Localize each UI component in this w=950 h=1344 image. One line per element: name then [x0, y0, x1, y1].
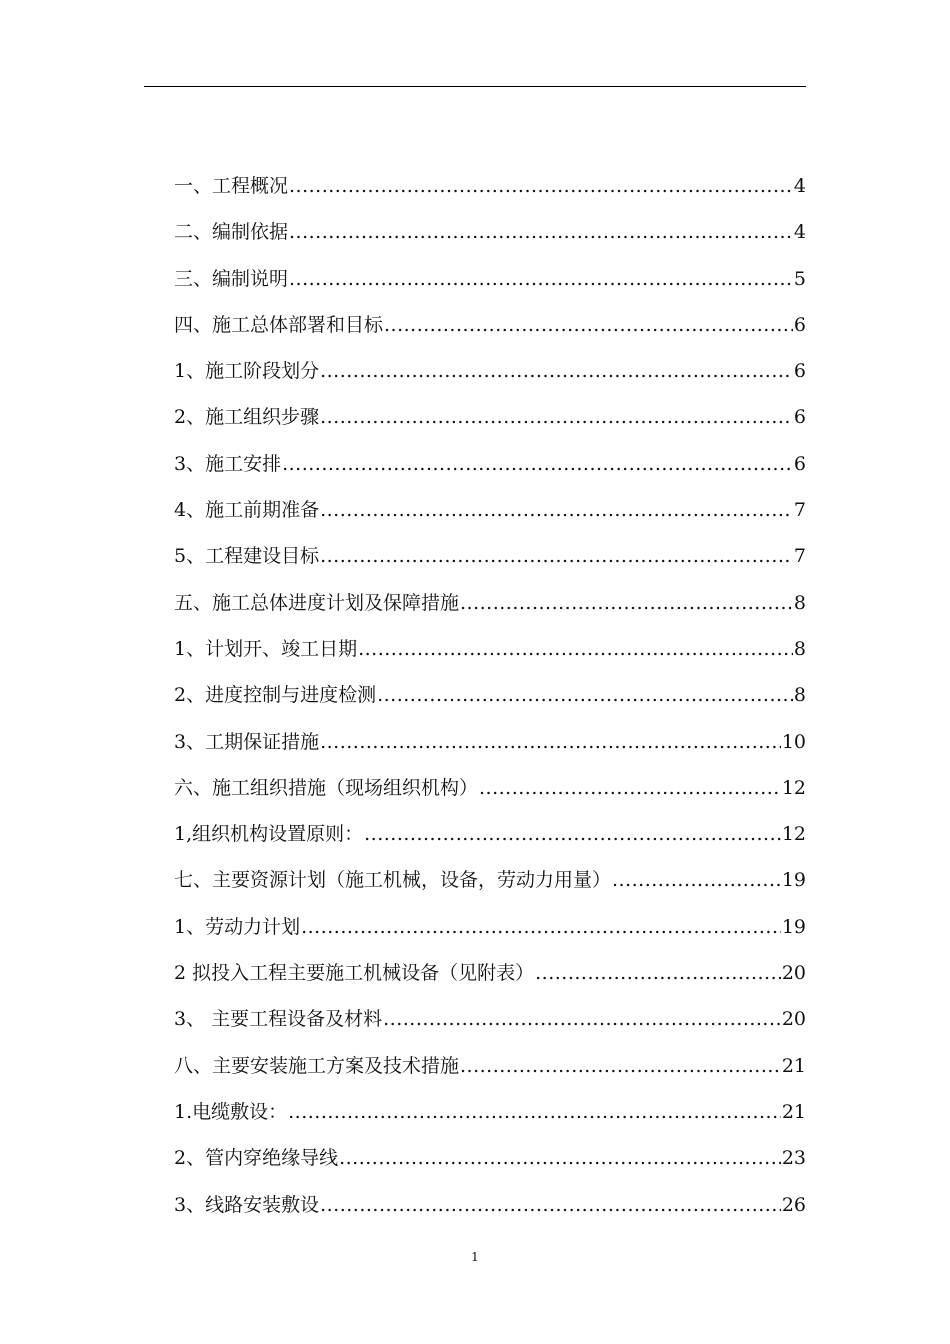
toc-entry-page: 6 [793, 452, 806, 475]
toc-entry-page: 6 [793, 360, 806, 383]
toc-entry-title: 四、施工总体部署和目标 [174, 313, 384, 336]
toc-entry[interactable] [174, 862, 806, 908]
toc-dot-leader [320, 492, 793, 528]
toc-entry[interactable] [174, 1001, 806, 1047]
toc-entry[interactable] [174, 168, 806, 214]
toc-dot-leader [460, 585, 793, 621]
header-rule [144, 86, 806, 87]
toc-dot-leader [364, 816, 781, 852]
toc-entry-title: 5、工程建设目标 [174, 545, 320, 568]
toc-entry[interactable] [174, 585, 806, 631]
toc-entry-title: 2、施工组织步骤 [174, 406, 320, 429]
toc-entry-page: 26 [781, 1193, 806, 1216]
toc-entry-page: 19 [781, 915, 806, 938]
toc-entry-page: 21 [781, 1100, 806, 1123]
toc-entry[interactable] [174, 1140, 806, 1186]
toc-entry-page: 6 [793, 313, 806, 336]
toc-entry[interactable] [174, 1048, 806, 1094]
toc-entry-title: 1、劳动力计划 [174, 915, 301, 938]
toc-entry-page: 7 [793, 499, 806, 522]
toc-dot-leader [535, 955, 781, 991]
toc-entry[interactable] [174, 353, 806, 399]
toc-entry-title: 五、施工总体进度计划及保障措施 [174, 591, 460, 614]
toc-entry-title: 1、施工阶段划分 [174, 360, 320, 383]
toc-entry[interactable] [174, 955, 806, 1001]
toc-dot-leader [288, 1094, 781, 1130]
toc-entry[interactable] [174, 1187, 806, 1233]
toc-entry-title: 八、主要安装施工方案及技术措施 [174, 1054, 460, 1077]
toc-dot-leader [282, 446, 793, 482]
toc-entry-title: 3、 主要工程设备及材料 [174, 1008, 383, 1031]
toc-entry-page: 4 [793, 175, 806, 197]
toc-entry-page: 5 [793, 267, 806, 290]
toc-entry-title: 二、编制依据 [174, 221, 289, 244]
toc-entry[interactable] [174, 538, 806, 584]
toc-entry[interactable] [174, 307, 806, 353]
toc-entry-page: 10 [781, 730, 806, 753]
toc-entry-title: 3、工期保证措施 [174, 730, 320, 753]
toc-dot-leader [460, 1048, 781, 1084]
toc-dot-leader [289, 214, 793, 250]
toc-entry-page: 6 [793, 406, 806, 429]
toc-entry-page: 19 [781, 869, 806, 892]
toc-dot-leader [320, 1187, 781, 1223]
toc-entry-title: 1,组织机构设置原则： [174, 823, 364, 846]
toc-entry[interactable] [174, 677, 806, 723]
toc-entry-title: 六、施工组织措施（现场组织机构） [174, 776, 479, 799]
toc-dot-leader [320, 724, 781, 760]
toc-entry[interactable] [174, 909, 806, 955]
toc-entry[interactable] [174, 1094, 806, 1140]
toc-entry[interactable] [174, 261, 806, 307]
toc-entry-page: 8 [793, 591, 806, 614]
toc-dot-leader [479, 770, 781, 806]
table-of-contents [174, 168, 806, 1233]
toc-entry-title: 七、主要资源计划（施工机械，设备，劳动力用量） [174, 869, 612, 892]
toc-dot-leader [320, 399, 793, 435]
toc-entry-page: 12 [781, 776, 806, 799]
toc-entry-page: 8 [793, 684, 806, 707]
toc-dot-leader [383, 1001, 781, 1037]
toc-dot-leader [301, 909, 781, 945]
toc-entry-page: 12 [781, 823, 806, 846]
toc-dot-leader [612, 862, 781, 898]
toc-entry[interactable] [174, 770, 806, 816]
toc-dot-leader [320, 353, 793, 389]
toc-dot-leader [358, 631, 793, 667]
page-number: 1 [471, 1250, 479, 1264]
toc-entry-page: 4 [793, 221, 806, 244]
toc-entry-title: 三、编制说明 [174, 267, 289, 290]
toc-entry[interactable] [174, 631, 806, 677]
toc-entry-title: 2、管内穿绝缘导线 [174, 1147, 339, 1170]
toc-dot-leader [289, 168, 793, 204]
toc-entry-title: 2、进度控制与进度检测 [174, 684, 377, 707]
toc-dot-leader [320, 538, 793, 574]
toc-dot-leader [384, 307, 793, 343]
toc-entry-title: 2 拟投入工程主要施工机械设备（见附表） [174, 962, 535, 985]
toc-entry[interactable] [174, 214, 806, 260]
toc-entry[interactable] [174, 816, 806, 862]
toc-entry-page: 7 [793, 545, 806, 568]
toc-entry-page: 21 [781, 1054, 806, 1077]
toc-entry-title: 4、施工前期准备 [174, 499, 320, 522]
toc-entry-title: 1、计划开、竣工日期 [174, 637, 358, 660]
toc-entry-title: 3、施工安排 [174, 452, 282, 475]
toc-dot-leader [377, 677, 793, 713]
toc-entry-page: 8 [793, 637, 806, 660]
toc-entry-title: 1.电缆敷设： [174, 1100, 288, 1123]
toc-dot-leader [289, 261, 793, 297]
toc-entry-title: 一、工程概况 [174, 175, 289, 197]
toc-dot-leader [339, 1140, 781, 1176]
toc-entry-page: 20 [781, 962, 806, 985]
toc-entry-page: 20 [781, 1008, 806, 1031]
toc-entry-page: 23 [781, 1147, 806, 1170]
toc-entry[interactable] [174, 446, 806, 492]
toc-entry[interactable] [174, 492, 806, 538]
toc-entry[interactable] [174, 399, 806, 445]
toc-entry-title: 3、线路安装敷设 [174, 1193, 320, 1216]
toc-entry[interactable] [174, 724, 806, 770]
